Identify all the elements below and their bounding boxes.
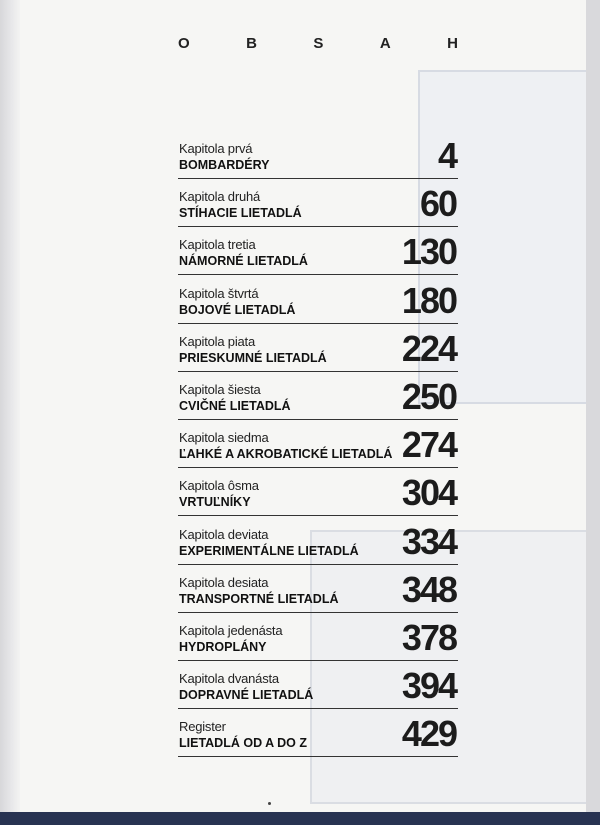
chapter-title: ĽAHKÉ A AKROBATICKÉ LIETADLÁ (179, 447, 393, 462)
chapter-label: Kapitola tretia (179, 237, 256, 253)
heading-letter: S (313, 35, 324, 52)
toc-entry[interactable] (178, 325, 458, 372)
page-number: 348 (401, 568, 456, 610)
page-number: 60 (419, 183, 456, 225)
chapter-title: EXPERIMENTÁLNE LIETADLÁ (179, 543, 359, 558)
toc-entry[interactable] (178, 180, 458, 227)
toc-entry[interactable] (178, 373, 458, 420)
toc-entry[interactable] (178, 662, 458, 709)
chapter-label: Kapitola jedenásta (179, 622, 283, 638)
page-number: 394 (401, 665, 456, 707)
chapter-title: HYDROPLÁNY (179, 639, 267, 654)
toc-entry[interactable] (178, 614, 458, 661)
toc-entry[interactable] (178, 518, 458, 565)
page-number: 334 (401, 520, 456, 562)
page-number: 274 (401, 424, 456, 466)
chapter-label: Register (179, 719, 226, 735)
toc-entry[interactable] (178, 421, 458, 468)
page-number: 250 (401, 375, 456, 417)
chapter-title: BOJOVÉ LIETADLÁ (179, 302, 296, 317)
toc-entry[interactable] (178, 469, 458, 516)
chapter-label: Kapitola druhá (179, 189, 261, 205)
chapter-title: BOMBARDÉRY (179, 158, 270, 172)
chapter-label: Kapitola deviata (179, 526, 269, 542)
heading-letter: A (379, 35, 391, 52)
heading-letter: B (246, 35, 257, 52)
chapter-title: DOPRAVNÉ LIETADLÁ (179, 688, 314, 703)
toc-entry[interactable] (178, 566, 458, 613)
chapter-label: Kapitola štvrtá (179, 285, 259, 301)
chapter-title: STÍHACIE LIETADLÁ (179, 206, 302, 221)
page-mark (268, 802, 271, 805)
toc-entry[interactable] (178, 277, 458, 324)
chapter-title: LIETADLÁ OD A DO Z (179, 736, 307, 751)
table-of-contents (178, 132, 458, 758)
chapter-title: CVIČNÉ LIETADLÁ (179, 398, 291, 413)
chapter-label: Kapitola prvá (179, 141, 253, 156)
page-number: 429 (401, 713, 456, 755)
chapter-label: Kapitola desiata (179, 574, 269, 590)
page-number: 180 (401, 279, 456, 321)
page-number: 378 (401, 616, 456, 658)
page-spine-shadow (0, 0, 20, 812)
toc-entry[interactable] (178, 132, 458, 179)
chapter-label: Kapitola šiesta (179, 381, 261, 397)
page-number: 4 (437, 135, 456, 176)
page-number: 130 (401, 231, 456, 273)
heading-letter: O (178, 35, 190, 52)
toc-entry[interactable] (178, 710, 458, 757)
chapter-label: Kapitola ôsma (179, 478, 259, 494)
toc-entry[interactable] (178, 228, 458, 275)
heading-letter: H (447, 35, 458, 52)
chapter-label: Kapitola piata (179, 333, 255, 349)
chapter-title: PRIESKUMNÉ LIETADLÁ (179, 350, 327, 365)
book-cover-bottom (0, 812, 600, 825)
page-edge-right (586, 0, 600, 825)
contents-heading (178, 35, 458, 52)
page-number: 304 (401, 472, 456, 514)
chapter-title: TRANSPORTNÉ LIETADLÁ (179, 591, 339, 606)
chapter-label: Kapitola dvanásta (179, 671, 279, 687)
chapter-title: VRTUĽNÍKY (179, 495, 251, 510)
chapter-label: Kapitola siedma (179, 430, 269, 446)
chapter-title: NÁMORNÉ LIETADLÁ (179, 254, 308, 269)
page-number: 224 (401, 327, 456, 369)
